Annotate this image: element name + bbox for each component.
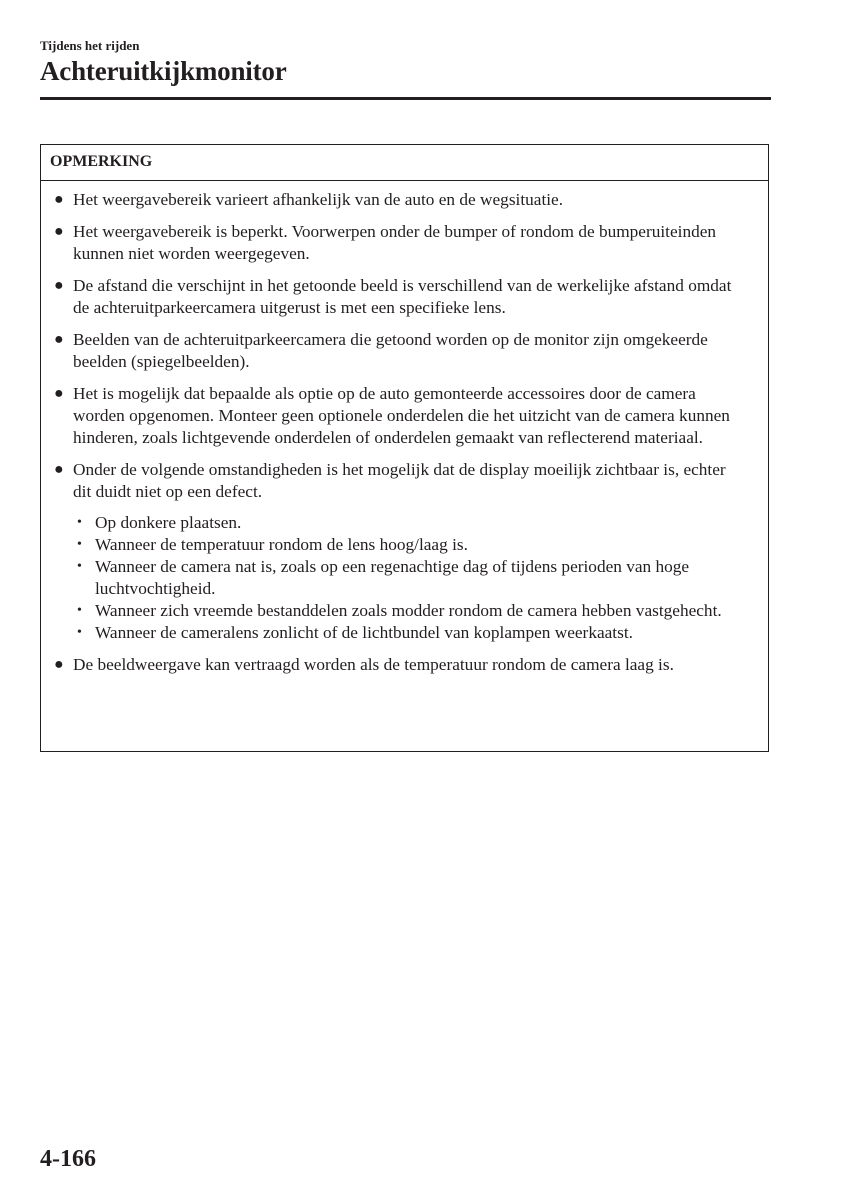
note-item [54,189,748,211]
title-divider [40,97,771,100]
note-item [54,383,748,449]
bullet-icon: ● [54,277,64,294]
note-item [54,275,748,319]
sub-bullet-icon: • [77,603,82,618]
note-item [54,329,748,373]
note-item-text: Het is mogelijk dat bepaalde als optie op de auto gemonteerde accessoires door de camera worden opgenomen. Monteer geen optionele onderdelen die het uitzicht van de camera kunnen hinderen, zoals lichtgevende onderdelen of onderdelen gemaakt van reflecterend materiaal. [73,384,730,447]
bullet-icon: ● [54,461,64,478]
note-item-text: Het weergavebereik is beperkt. Voorwerpen onder de bumper of rondom de bumperuiteinden kunnen niet worden weergegeven. [73,222,717,263]
bullet-icon: ● [54,656,64,673]
note-list [41,181,768,676]
bullet-icon: ● [54,331,64,348]
sub-item-text: Wanneer de camera nat is, zoals op een regenachtige dag of tijdens perioden van hoge luchtvochtigheid. [95,557,690,598]
section-label: Tijdens het rijden [40,38,140,53]
note-item [54,654,748,676]
sub-item [77,534,748,556]
note-item-text: De beeldweergave kan vertraagd worden als de temperatuur rondom de camera laag is. [73,655,674,674]
sub-item [77,556,748,600]
sub-item [77,512,748,534]
note-heading: OPMERKING [41,145,768,181]
note-item [54,221,748,265]
sub-item-text: Op donkere plaatsen. [95,513,242,532]
page-title: Achteruitkijkmonitor [40,56,287,86]
sub-bullet-icon: • [77,559,82,574]
sub-bullet-icon: • [77,625,82,640]
sub-item-text: Wanneer de temperatuur rondom de lens hoog/laag is. [95,535,468,554]
sub-bullet-icon: • [77,515,82,530]
sub-list [73,512,748,644]
note-box [40,144,769,752]
page-number: 4-166 [40,1146,96,1172]
sub-item [77,600,748,622]
note-item-text: Het weergavebereik varieert afhankelijk van de auto en de wegsituatie. [73,190,564,209]
sub-item-text: Wanneer zich vreemde bestanddelen zoals modder rondom de camera hebben vastgehecht. [95,601,722,620]
note-item-text: Beelden van de achteruitparkeercamera die getoond worden op de monitor zijn omgekeerde beelden (spiegelbeelden). [73,330,708,371]
sub-item-text: Wanneer de cameralens zonlicht of de lichtbundel van koplampen weerkaatst. [95,623,633,642]
bullet-icon: ● [54,191,64,208]
note-item-text: Onder de volgende omstandigheden is het mogelijk dat de display moeilijk zichtbaar is, echter dit duidt niet op een defect. [73,460,726,501]
note-item [54,459,748,644]
note-item-text: De afstand die verschijnt in het getoonde beeld is verschillend van de werkelijke afstand omdat de achteruitparkeercamera uitgerust is met een specifieke lens. [73,276,732,317]
sub-bullet-icon: • [77,537,82,552]
sub-item [77,622,748,644]
bullet-icon: ● [54,223,64,240]
bullet-icon: ● [54,385,64,402]
